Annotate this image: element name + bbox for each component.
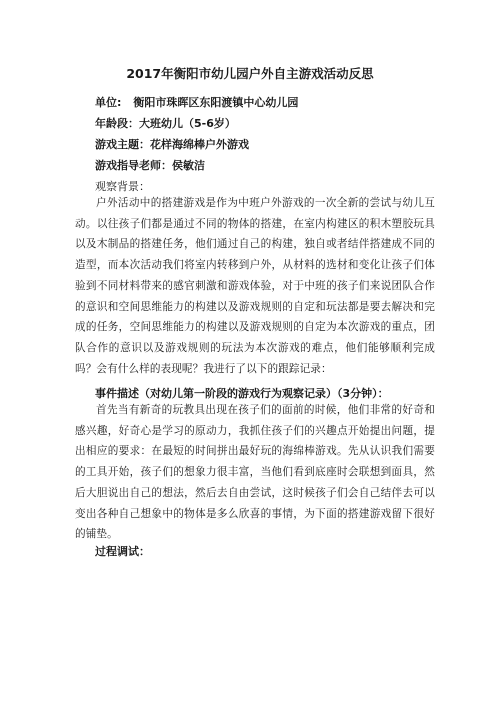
event-heading: 事件描述（对幼儿第一阶段的游戏行为观察记录）（3分钟）： (95, 387, 389, 400)
unit-value: 衡阳市珠晖区东阳渡镇中心幼儿园 (133, 96, 299, 109)
document-title: 2017年衡阳市幼儿园户外自主游戏活动反思 (126, 66, 374, 81)
process-heading: 过程调试： (95, 545, 150, 558)
unit-label: 单位: (95, 96, 122, 109)
background-heading: 观察背景： (95, 180, 150, 193)
game-theme-line: 游戏主题：花样海绵棒户外游戏 (95, 138, 249, 151)
unit-line (95, 94, 298, 110)
age-group-line: 年龄段：大班幼儿（5-6岁） (95, 117, 236, 130)
event-paragraph: 首先当有新奇的玩教具出现在孩子们的面前的时候，他们非常的好奇和感兴趣，好奇心是学习的原动力，我抓住孩子们的兴趣点开始提出问题，提出相应的要求：在最短的时间拼出最好玩的海绵棒游戏。先从认识我们需要的工具开始，孩子们的想象力很丰富，当他们看到底座时会联想到面具，然后大胆说出自己的想法，然后去自由尝试，这时候孩子们会自己结伴去可以变出各种自己想象中的物体是多么欣喜的事情，为下面的搭建游戏留下很好的铺垫。 (75, 404, 435, 541)
instructor-line: 游戏指导老师：侯敏洁 (95, 159, 205, 172)
background-paragraph: 户外活动中的搭建游戏是作为中班户外游戏的一次全新的尝试与幼儿互动。以往孩子们都是通过不同的物体的搭建，在室内构建区的积木塑胶玩具以及木制品的搭建任务，他们通过自己的构建，独自或者结伴搭建成不同的造型，而本次活动我们将室内转移到户外，从材料的选材和变化让孩子们体验到不同材料带来的感官刺激和游戏体验，对于中班的孩子们来说团队合作的意识和空间思维能力的构建以及游戏规则的自定和玩法都是要去解决和完成的任务，空间思维能力的构建以及游戏规则的自定为本次游戏的重点，团队合作的意识以及游戏规则的玩法为本次游戏的难点，他们能够顺利完成吗？会有什么样的表现呢？我进行了以下的跟踪记录： (75, 197, 435, 375)
